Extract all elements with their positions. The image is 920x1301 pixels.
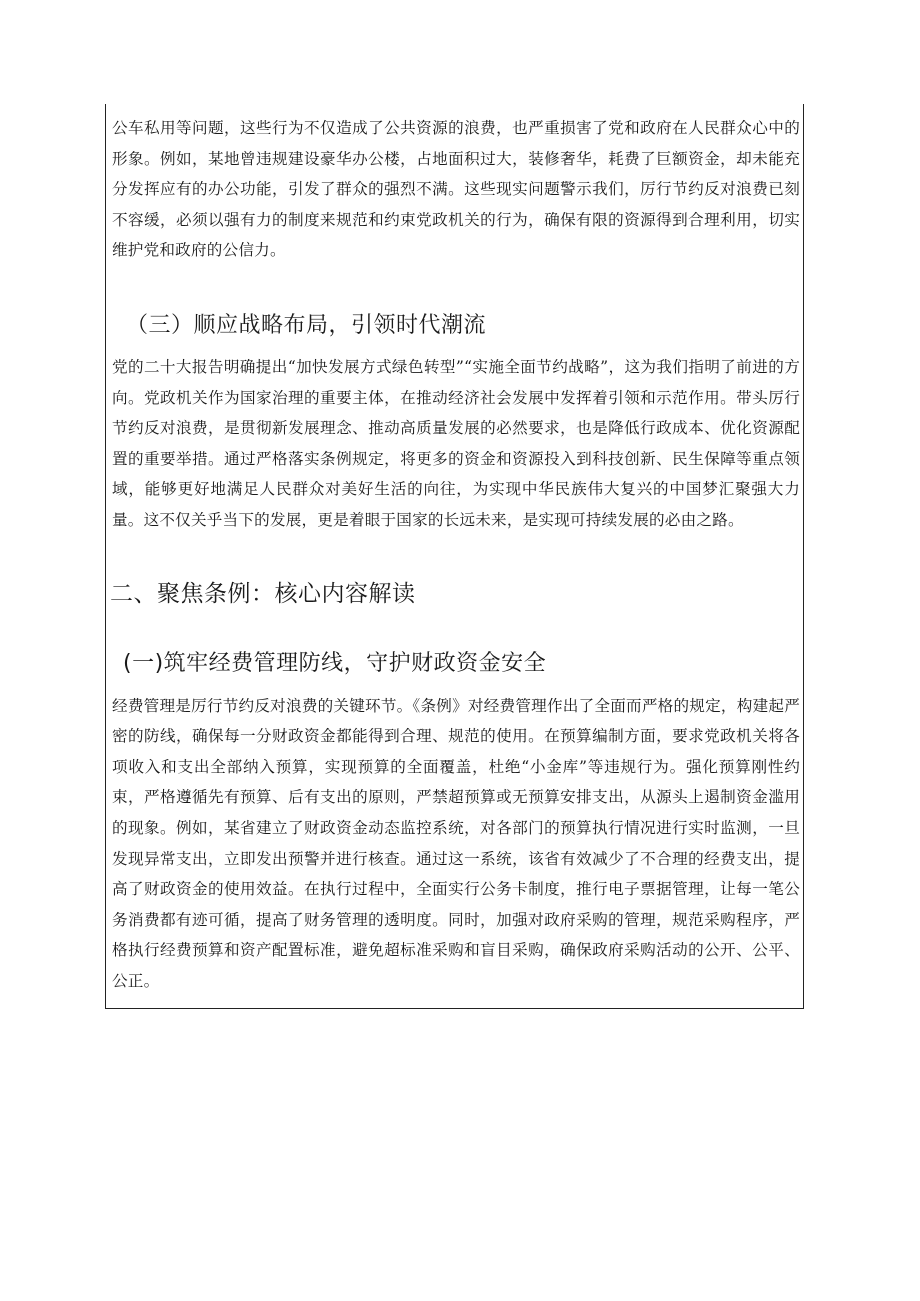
section-one-heading: (一)筑牢经费管理防线，守护财政资金安全 — [123, 650, 547, 676]
section-three-heading: （三）顺应战略布局，引领时代潮流 — [126, 312, 487, 338]
part-two-heading: 二、聚焦条例：核心内容解读 — [110, 580, 416, 607]
document-body — [112, 113, 800, 996]
section-three-paragraph: 党的二十大报告明确提出“加快发展方式绿色转型”“实施全面节约战略”，这为我们指明了前进的方向。党政机关作为国家治理的重要主体，在推动经济社会发展中发挥着引领和示范作用。带头厉行节约反对浪费，是贯彻新发展理念、推动高质量发展的必然要求，也是降低行政成本、优化资源配置的重要举措。通过严格落实条例规定，将更多的资金和资源投入到科技创新、民生保障等重点领域，能够更好地满足人民群众对美好生活的向往，为实现中华民族伟大复兴的中国梦汇聚强大力量。这不仅关乎当下的发展，更是着眼于国家的长远未来，是实现可持续发展的必由之路。 — [112, 357, 800, 529]
section-one-paragraph: 经费管理是厉行节约反对浪费的关键环节。《条例》对经费管理作出了全面而严格的规定，构建起严密的防线，确保每一分财政资金都能得到合理、规范的使用。在预算编制方面，要求党政机关将各项收入和支出全部纳入预算，实现预算的全面覆盖，杜绝“小金库”等违规行为。强化预算刚性约束，严格遵循先有预算、后有支出的原则，严禁超预算或无预算安排支出，从源头上遏制资金滥用的现象。例如，某省建立了财政资金动态监控系统，对各部门的预算执行情况进行实时监测，一旦发现异常支出，立即发出预警并进行核查。通过这一系统，该省有效减少了不合理的经费支出，提高了财政资金的使用效益。在执行过程中，全面实行公务卡制度，推行电子票据管理，让每一笔公务消费都有迹可循，提高了财务管理的透明度。同时，加强对政府采购的管理，规范采购程序，严格执行经费预算和资产配置标准，避免超标准采购和盲目采购，确保政府采购活动的公开、公平、公正。 — [112, 696, 800, 990]
intro-paragraph: 公车私用等问题，这些行为不仅造成了公共资源的浪费，也严重损害了党和政府在人民群众心中的形象。例如，某地曾违规建设豪华办公楼，占地面积过大，装修奢华，耗费了巨额资金，却未能充分发挥应有的办公功能，引发了群众的强烈不满。这些现实问题警示我们，厉行节约反对浪费已刻不容缓，必须以强有力的制度来规范和约束党政机关的行为，确保有限的资源得到合理利用，切实维护党和政府的公信力。 — [112, 119, 800, 260]
